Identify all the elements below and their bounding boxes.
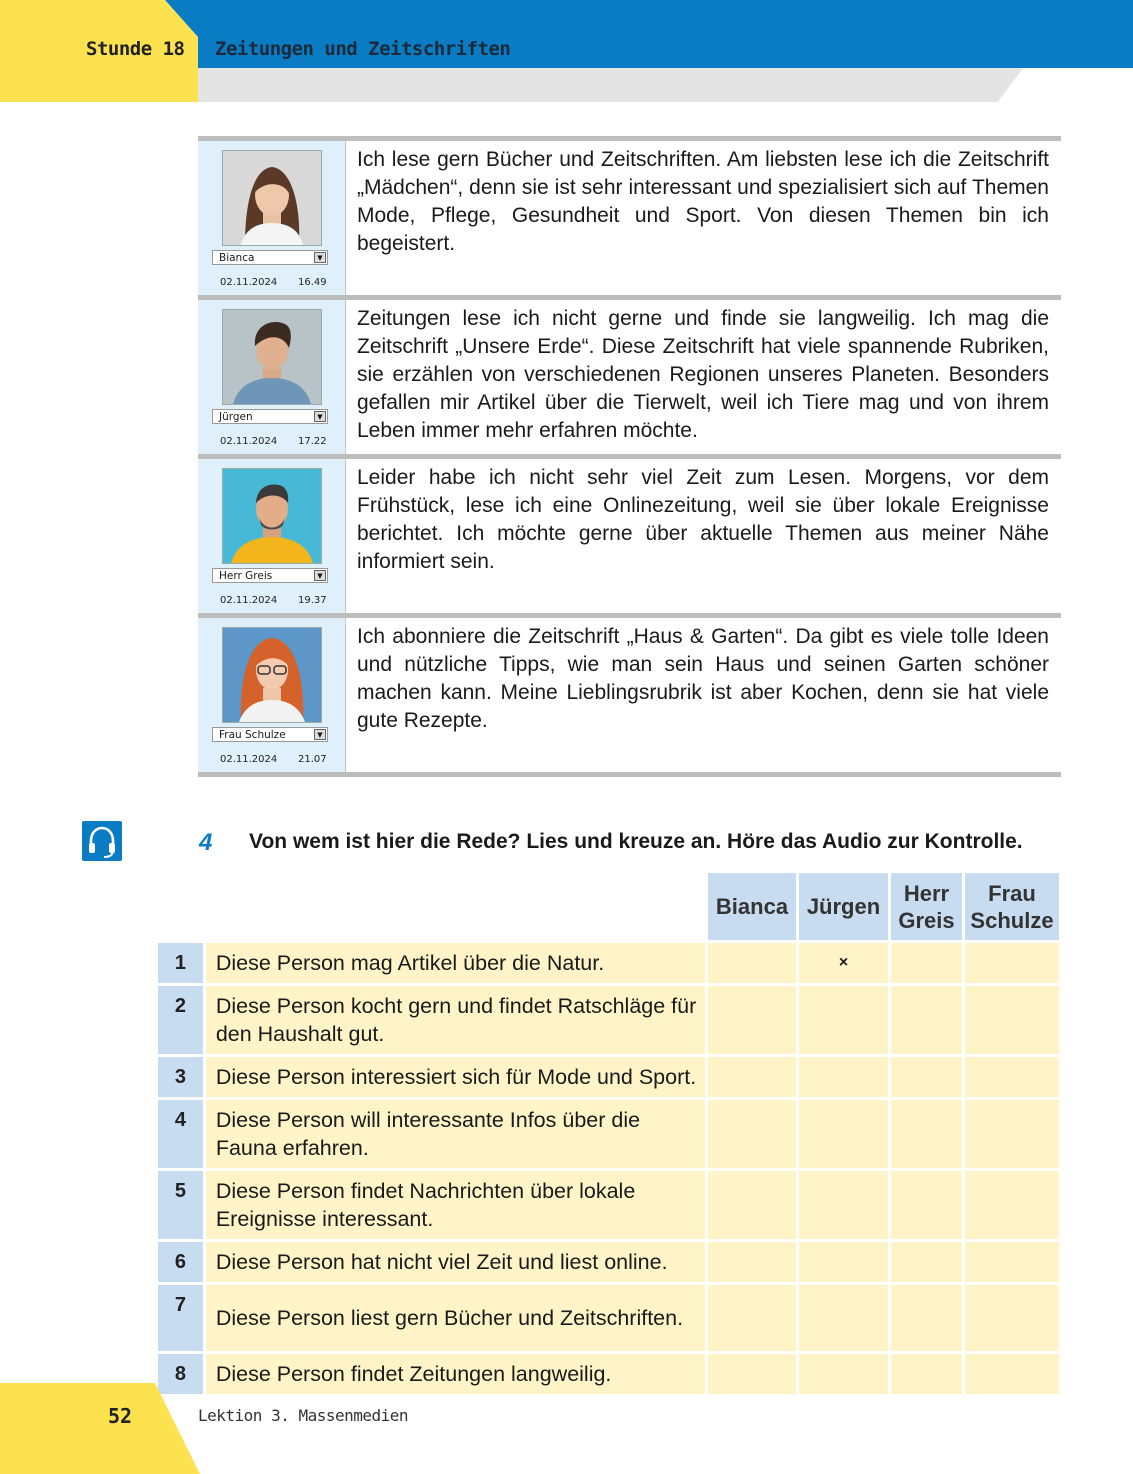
checkbox-cell[interactable] [962, 1282, 1059, 1351]
checkbox-cell[interactable] [796, 1351, 888, 1394]
post-time: 19.37 [298, 595, 327, 606]
post-time: 17.22 [298, 436, 327, 447]
post-frau-schulze [198, 613, 1061, 777]
column-header-label: Herr [903, 880, 950, 906]
user-name: Herr Greis [219, 570, 273, 582]
row-number: 7 [158, 1282, 203, 1351]
forum-posts [198, 136, 1061, 777]
checkbox-cell[interactable] [705, 940, 796, 983]
avatar-photo [222, 468, 322, 564]
profile-card [198, 459, 346, 613]
row-number: 2 [158, 983, 203, 1054]
checkbox-cell[interactable] [796, 1054, 888, 1097]
checkbox-cell[interactable] [796, 1282, 888, 1351]
table-row [158, 983, 1059, 1054]
headphones-icon[interactable] [82, 821, 122, 861]
row-statement: Diese Person kocht gern und findet Ratschläge für den Haushalt gut. [203, 983, 705, 1054]
user-name: Bianca [219, 252, 255, 264]
row-statement: Diese Person findet Nachrichten über lokale Ereignisse interessant. [203, 1168, 705, 1239]
checkbox-cell[interactable] [705, 1168, 796, 1239]
task-number: 4 [199, 829, 213, 856]
checkbox-cell[interactable] [888, 1239, 962, 1282]
checkbox-cell[interactable]: × [796, 940, 888, 983]
checkbox-cell[interactable] [962, 1054, 1059, 1097]
footer-lesson: Lektion 3. Massenmedien [198, 1406, 409, 1425]
column-header-label: Schulze [970, 907, 1054, 933]
column-header-label: Jürgen [806, 894, 881, 919]
checkbox-cell[interactable] [888, 1351, 962, 1394]
avatar-photo [222, 309, 322, 405]
post-text: Ich lese gern Bücher und Zeitschriften. Am liebsten lese ich die Zeitschrift „Mädchen“, denn sie ist sehr interessant und spezialisiert sich auf Themen Mode, Pflege, Gesundheit und Sport. Von diesen Themen bin ich begeistert. [357, 148, 1049, 255]
row-statement: Diese Person will interessante Infos über die Fauna erfahren. [203, 1097, 705, 1168]
row-statement: Diese Person findet Zeitungen langweilig. [203, 1351, 705, 1394]
row-statement: Diese Person hat nicht viel Zeit und liest online. [203, 1239, 705, 1282]
checkbox-cell[interactable] [962, 983, 1059, 1054]
table-row [158, 940, 1059, 983]
post-time: 21.07 [298, 754, 327, 765]
column-header [796, 873, 888, 940]
checkbox-cell[interactable] [796, 983, 888, 1054]
checkbox-cell[interactable] [888, 1097, 962, 1168]
post-herr-greis [198, 454, 1061, 613]
checkbox-cell[interactable] [888, 1054, 962, 1097]
dropdown-arrow-icon[interactable]: ▼ [314, 570, 326, 581]
dropdown-arrow-icon[interactable]: ▼ [314, 252, 326, 263]
user-select[interactable] [212, 568, 328, 583]
post-date: 02.11.2024 [220, 277, 278, 288]
post-time: 16.49 [298, 277, 327, 288]
user-select[interactable] [212, 727, 328, 742]
checkbox-cell[interactable] [962, 1097, 1059, 1168]
row-statement: Diese Person interessiert sich für Mode und Sport. [203, 1054, 705, 1097]
post-text: Leider habe ich nicht sehr viel Zeit zum Lesen. Morgens, vor dem Frühstück, lese ich eine Onlinezeitung, weil sie über lokale Ereignisse berichtet. Ich möchte gerne über aktuelle Themen aus meiner Nähe informiert sein. [357, 466, 1049, 573]
checkbox-cell[interactable] [705, 1282, 796, 1351]
column-header-label: Greis [898, 907, 955, 933]
table-row [158, 1282, 1059, 1351]
checkbox-cell[interactable] [888, 940, 962, 983]
avatar-photo [222, 627, 322, 723]
column-header [705, 873, 796, 940]
footer-yellow-band [0, 1383, 200, 1474]
checkbox-cell[interactable] [888, 1282, 962, 1351]
row-number: 5 [158, 1168, 203, 1239]
column-header [888, 873, 962, 940]
checkbox-cell[interactable] [705, 983, 796, 1054]
row-number: 8 [158, 1351, 203, 1394]
checkbox-cell[interactable] [888, 983, 962, 1054]
table-row [158, 1239, 1059, 1282]
table-row [158, 1351, 1059, 1394]
table-row [158, 1168, 1059, 1239]
table-header-row [158, 873, 1059, 940]
user-name: Frau Schulze [219, 729, 286, 741]
post-date: 02.11.2024 [220, 754, 278, 765]
user-select[interactable] [212, 409, 328, 424]
checkbox-cell[interactable] [796, 1239, 888, 1282]
checkbox-cell[interactable] [705, 1054, 796, 1097]
profile-card [198, 141, 346, 295]
row-number: 4 [158, 1097, 203, 1168]
user-select[interactable] [212, 250, 328, 265]
post-date: 02.11.2024 [220, 595, 278, 606]
checkbox-cell[interactable] [962, 940, 1059, 983]
checkbox-cell[interactable] [796, 1097, 888, 1168]
post-juergen [198, 295, 1061, 454]
checkbox-cell[interactable] [888, 1168, 962, 1239]
row-number: 1 [158, 940, 203, 983]
post-text: Ich abonniere die Zeitschrift „Haus & Garten“. Da gibt es viele tolle Ideen und nützliche Tipps, wie man sein Haus und seinen Garten schöner machen kann. Meine Lieblingsrubrik ist aber Kochen, denn sie hat viele gute Rezepte. [357, 625, 1049, 732]
lesson-label: Stunde 18 [86, 38, 185, 60]
answer-table [158, 873, 1059, 1394]
user-name: Jürgen [219, 411, 253, 423]
table-row [158, 1054, 1059, 1097]
profile-card [198, 300, 346, 454]
checkbox-cell[interactable] [962, 1168, 1059, 1239]
post-date: 02.11.2024 [220, 436, 278, 447]
checkbox-cell[interactable] [705, 1351, 796, 1394]
checkbox-cell[interactable] [705, 1097, 796, 1168]
header-spacer [158, 873, 705, 940]
post-text: Zeitungen lese ich nicht gerne und finde sie langweilig. Ich mag die Zeitschrift „Unsere Erde“. Diese Zeitschrift hat viele spannende Rubriken, sie erzählen von verschiedenen Regionen unseres Planeten. Besonders gefallen mir Artikel über die Tierwelt, weil ich Tiere mag und von ihrem Leben immer mehr erfahren möchte. [357, 307, 1049, 442]
header-grey-band [198, 68, 1023, 102]
row-statement: Diese Person liest gern Bücher und Zeitschriften. [203, 1282, 705, 1351]
row-number: 6 [158, 1239, 203, 1282]
avatar-photo [222, 150, 322, 246]
page-number: 52 [108, 1404, 133, 1428]
checkbox-cell[interactable] [962, 1239, 1059, 1282]
profile-card [198, 618, 346, 772]
checkbox-cell[interactable] [796, 1168, 888, 1239]
dropdown-arrow-icon[interactable]: ▼ [314, 411, 326, 422]
row-number: 3 [158, 1054, 203, 1097]
chapter-title: Zeitungen und Zeitschriften [215, 38, 511, 60]
column-header-label: Frau [988, 880, 1036, 906]
task-instruction: Von wem ist hier die Rede? Lies und kreuze an. Höre das Audio zur Kontrolle. [249, 830, 1023, 853]
checkbox-cell[interactable] [962, 1351, 1059, 1394]
row-statement: Diese Person mag Artikel über die Natur. [203, 940, 705, 983]
column-header [962, 873, 1059, 940]
table-row [158, 1097, 1059, 1168]
checkbox-cell[interactable] [705, 1239, 796, 1282]
column-header-label: Bianca [715, 894, 789, 919]
post-bianca [198, 136, 1061, 295]
dropdown-arrow-icon[interactable]: ▼ [314, 729, 326, 740]
